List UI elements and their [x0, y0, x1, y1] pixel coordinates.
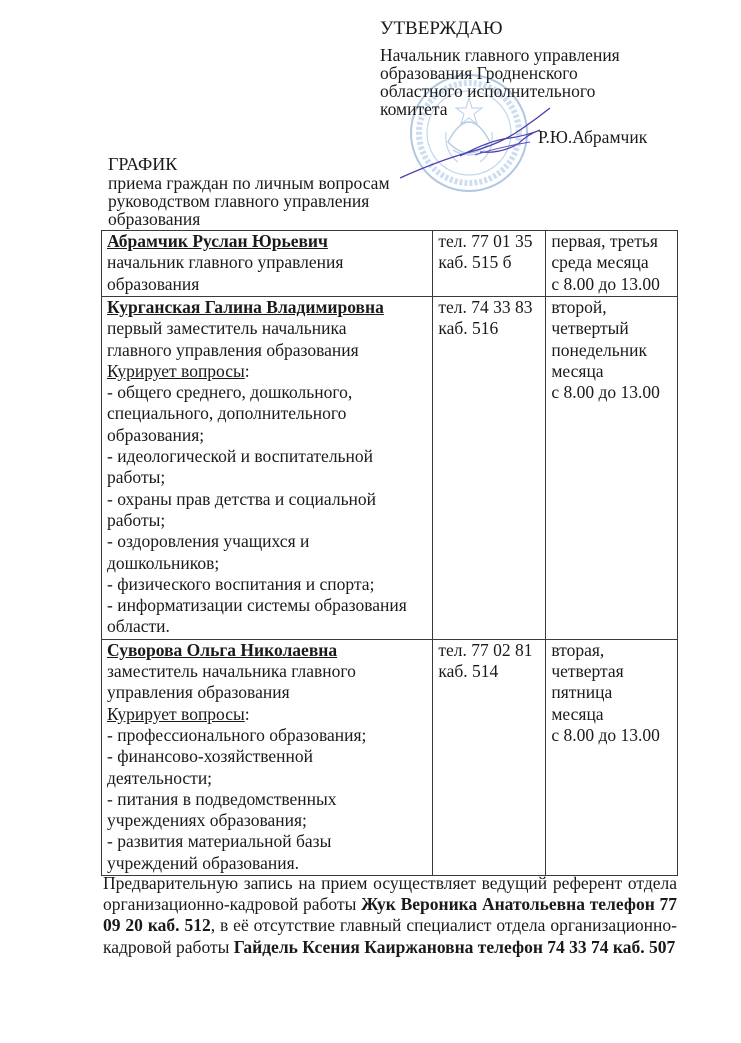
office-number: каб. 514	[438, 661, 499, 682]
approval-line: областного исполнительного	[380, 81, 596, 101]
reception-time-line: месяца	[551, 360, 604, 381]
contact-cell	[433, 639, 546, 875]
supervises-label: Курирует вопросы	[107, 703, 245, 724]
reception-schedule-table	[101, 230, 678, 876]
supervised-item: - информатизации системы образования	[107, 595, 407, 616]
office-number: каб. 516	[438, 318, 499, 339]
reception-time-line: с 8.00 до 13.00	[551, 273, 660, 294]
approval-signatory: Р.Ю.Абрамчик	[538, 127, 648, 147]
contact-phone: телефон 77 09 20 каб. 512	[103, 894, 677, 936]
document-title-block	[108, 154, 390, 228]
reception-time-cell	[546, 639, 678, 875]
supervised-item: - питания в подведомственных	[107, 788, 337, 809]
person-position: главного управления образования	[107, 339, 359, 360]
supervised-item: специального, дополнительного	[107, 403, 347, 424]
approval-line: образования Гродненского	[380, 63, 578, 83]
reception-time-line: среда месяца	[551, 252, 649, 273]
office-number: каб. 515 б	[438, 252, 512, 273]
phone-number: тел. 77 01 35	[438, 231, 533, 251]
phone-number: тел. 77 02 81	[438, 639, 533, 660]
reception-time-cell	[546, 297, 678, 640]
supervised-item: работы;	[107, 509, 166, 530]
phone-number: тел. 74 33 83	[438, 297, 533, 317]
person-cell	[102, 639, 433, 875]
supervised-item: - охраны прав детства и социальной	[107, 488, 377, 509]
contact-name: Гайдель Ксения Каиржановна	[233, 936, 474, 957]
supervised-item: - физического воспитания и спорта;	[107, 573, 375, 594]
approval-line: комитета	[380, 99, 448, 119]
document-subtitle-line: образования	[108, 209, 201, 229]
table-row	[102, 297, 678, 640]
person-cell	[102, 231, 433, 297]
appointment-note	[103, 873, 677, 958]
supervised-item: деятельности;	[107, 767, 213, 788]
person-name: Курганская Галина Владимировна	[107, 297, 384, 317]
contact-cell	[433, 297, 546, 640]
supervised-item: - оздоровления учащихся и	[107, 531, 310, 552]
person-position: заместитель начальника главного	[107, 661, 356, 682]
supervised-item: - финансово-хозяйственной	[107, 746, 313, 767]
approval-title: УТВЕРЖДАЮ	[380, 18, 503, 39]
person-position: управления образования	[107, 682, 290, 703]
supervises-heading: Курирует вопросы:	[107, 703, 250, 724]
note-text: , в её отсутствие главный специалист отдела организационно-кадровой работы	[103, 915, 677, 957]
table-row	[102, 639, 678, 875]
reception-time-line: четвертая	[551, 661, 624, 682]
supervised-item: - идеологической и воспитательной	[107, 446, 374, 467]
document-subtitle-line: приема граждан по личным вопросам	[108, 173, 390, 193]
supervised-item: - общего среднего, дошкольного,	[107, 382, 353, 403]
approval-block	[380, 18, 680, 118]
reception-time-line: понедельник	[551, 339, 647, 360]
supervised-item: учреждениях образования;	[107, 810, 307, 831]
contact-cell	[433, 231, 546, 297]
reception-time-line: с 8.00 до 13.00	[551, 382, 660, 403]
supervised-item: - развития материальной базы	[107, 831, 332, 852]
person-position: начальник главного управления	[107, 252, 344, 273]
document-title: ГРАФИК	[108, 154, 178, 174]
note-text: Предварительную запись на прием осуществляет ведущий референт отдела организационно-кадровой работы	[103, 873, 677, 915]
contact-phone: телефон 74 33 74 каб. 507	[477, 936, 676, 957]
document-subtitle-line: руководством главного управления	[108, 191, 370, 211]
supervised-item: области.	[107, 616, 170, 637]
approval-line: Начальник главного управления	[380, 45, 620, 65]
supervises-label: Курирует вопросы	[107, 360, 245, 381]
reception-time-line: первая, третья	[551, 231, 658, 251]
person-position: первый заместитель начальника	[107, 318, 347, 339]
contact-name: Жук Вероника Анатольевна	[361, 894, 585, 915]
supervised-item: работы;	[107, 467, 166, 488]
person-position: образования	[107, 273, 200, 294]
reception-time-line: четвертый	[551, 318, 629, 339]
reception-time-line: второй,	[551, 297, 607, 317]
supervised-item: - профессионального образования;	[107, 724, 367, 745]
table-row	[102, 231, 678, 297]
reception-time-line: с 8.00 до 13.00	[551, 724, 660, 745]
reception-time-line: месяца	[551, 703, 604, 724]
supervised-item: дошкольников;	[107, 552, 220, 573]
person-name: Суворова Ольга Николаевна	[107, 639, 338, 660]
supervised-item: учреждений образования.	[107, 852, 299, 873]
supervised-item: образования;	[107, 424, 205, 445]
reception-time-cell	[546, 231, 678, 297]
person-cell	[102, 297, 433, 640]
reception-time-line: пятница	[551, 682, 613, 703]
supervises-heading: Курирует вопросы:	[107, 360, 250, 381]
person-name: Абрамчик Руслан Юрьевич	[107, 231, 328, 251]
reception-time-line: вторая,	[551, 639, 605, 660]
